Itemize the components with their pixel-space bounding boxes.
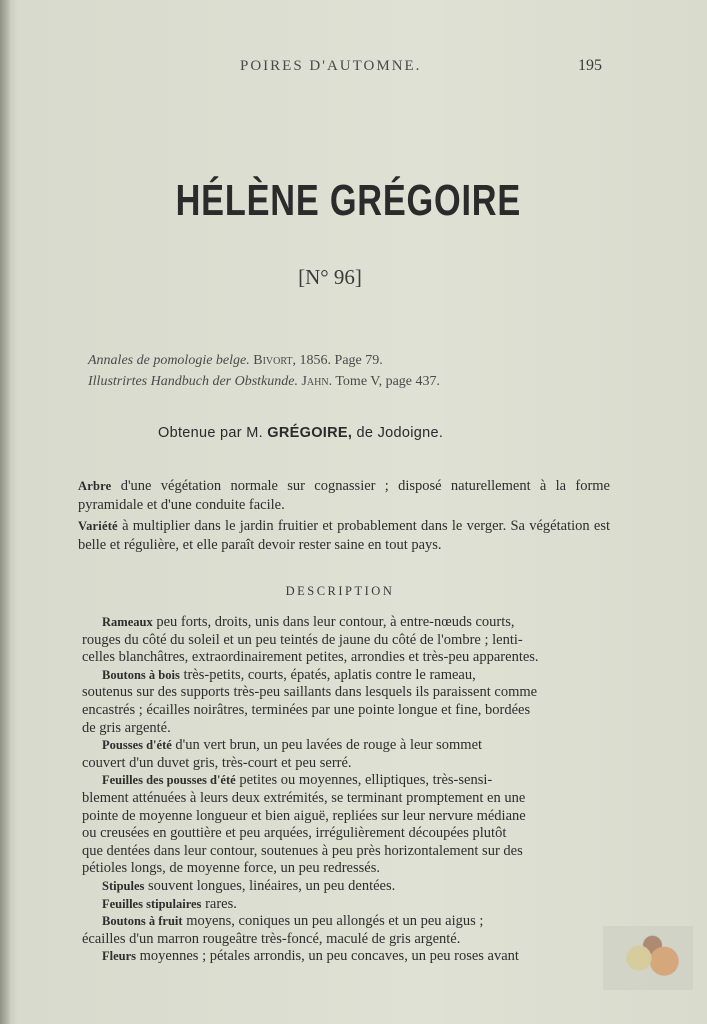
paragraph-variete <box>78 517 610 555</box>
description-lead: Boutons à bois <box>102 667 180 682</box>
paragraph-text: d'une végétation normale sur cognassier ; disposé naturellement à la forme pyramidale et d'une conduite facile. <box>78 478 610 513</box>
description-line <box>102 772 622 789</box>
description-text: pétioles longs, de moyenne force, un peu redressés. <box>82 860 380 877</box>
obtained-prefix: Obtenue par M. <box>158 425 263 441</box>
description-text: soutenus sur des supports très-peu saillants dans lesquels ils paraissent comme <box>82 684 538 701</box>
description-line <box>82 860 602 877</box>
description-line <box>82 702 602 719</box>
reference-2 <box>88 374 440 390</box>
description-text: d'un vert brun, un peu lavées de rouge à leur sommet <box>171 737 483 754</box>
description-lead: Fleurs <box>102 949 137 964</box>
description-text: pointe de moyenne longueur et bien aiguë, repliées sur leur nervure médiane <box>82 807 526 824</box>
description-line <box>82 808 602 825</box>
description-heading: DESCRIPTION <box>285 584 395 598</box>
description-text: rouges du côté du soleil et un peu teintés de jaune du côté de l'ombre ; lenti- <box>82 631 523 648</box>
description-text: peu forts, droits, unis dans leur contour, à entre-nœuds courts, <box>152 614 515 630</box>
description-line <box>102 896 622 913</box>
description-text: souvent longues, linéaires, un peu dentées. <box>144 878 396 894</box>
reference-author: Jahn. <box>301 374 333 389</box>
description-line <box>102 614 622 631</box>
description-line <box>102 878 622 895</box>
paragraph-arbre <box>78 477 610 515</box>
description-text: moyennes ; pétales arrondis, un peu concaves, un peu roses avant <box>136 948 519 965</box>
description-line <box>82 755 602 772</box>
description-text: de gris argenté. <box>82 719 171 736</box>
description-line <box>102 667 622 684</box>
fruit-image <box>603 926 693 990</box>
reference-author: Bivort, <box>253 353 297 368</box>
description-line <box>82 649 602 666</box>
description-line <box>102 737 622 754</box>
description-text: encastrés ; écailles noirâtres, terminées par une pointe longue et fine, bordées <box>82 702 531 718</box>
description-lead: Stipules <box>102 879 145 893</box>
description-line <box>82 684 602 701</box>
description-lead: Boutons à fruit <box>102 914 183 929</box>
description-line <box>102 948 622 965</box>
description-text: celles blanchâtres, extraordinairement petites, arrondies et très-peu apparentes. <box>82 649 539 666</box>
description-line <box>82 931 602 948</box>
description-text: blement atténuées à leurs deux extrémités, se terminant promptement en une <box>82 790 526 806</box>
description-line <box>82 790 602 807</box>
paragraph-lead: Arbre <box>78 479 112 493</box>
description-line <box>82 720 602 737</box>
reference-source: Illustrirtes Handbuch der Obstkunde. <box>88 374 298 389</box>
description-text: petites ou moyennes, elliptiques, très-sensi- <box>235 772 493 789</box>
reference-1 <box>88 353 383 369</box>
description-text: rares. <box>201 895 237 912</box>
reference-details: 1856. Page 79. <box>299 353 383 368</box>
description-text: couvert d'un duvet gris, très-court et peu serré. <box>82 754 352 771</box>
description-lead: Feuilles des pousses d'été <box>102 773 236 788</box>
description-text: écailles d'un marron rougeâtre très-foncé, maculé de gris argenté. <box>82 930 461 947</box>
description-lead: Pousses d'été <box>102 738 172 753</box>
description-text: que dentées dans leur contour, soutenues à peu près horizontalement sur des <box>82 842 523 859</box>
reference-source: Annales de pomologie belge. <box>88 353 250 368</box>
paragraph-text: à multiplier dans le jardin fruitier et probablement dans le verger. Sa végétation est belle et régulière, et elle paraît devoir rester saine en tout pays. <box>78 518 610 553</box>
description-text: très-petits, courts, épatés, aplatis contre le rameau, <box>179 666 476 683</box>
description-lead: Rameaux <box>102 615 153 629</box>
page-title: HÉLÈNE GRÉGOIRE <box>175 176 522 225</box>
obtained-by <box>158 425 443 441</box>
description-line <box>82 843 602 860</box>
description-text: moyens, coniques un peu allongés et un peu aigus ; <box>182 913 484 930</box>
description-text: ou creusées en gouttière et peu arquées, irrégulièrement découpées plutôt <box>82 825 507 842</box>
description-line <box>82 632 602 649</box>
reference-details: Tome V, page 437. <box>335 374 441 389</box>
paragraph-lead: Variété <box>78 519 118 533</box>
variety-number: [N° 96] <box>298 265 362 289</box>
description-line <box>82 825 602 842</box>
obtained-name: GRÉGOIRE, <box>267 425 353 441</box>
page-number: 195 <box>578 57 602 74</box>
book-spine <box>0 0 10 1024</box>
obtained-suffix: de Jodoigne. <box>356 425 444 441</box>
description-line <box>102 913 622 930</box>
running-head: POIRES D'AUTOMNE. <box>240 58 422 74</box>
description-lead: Feuilles stipulaires <box>102 896 202 911</box>
